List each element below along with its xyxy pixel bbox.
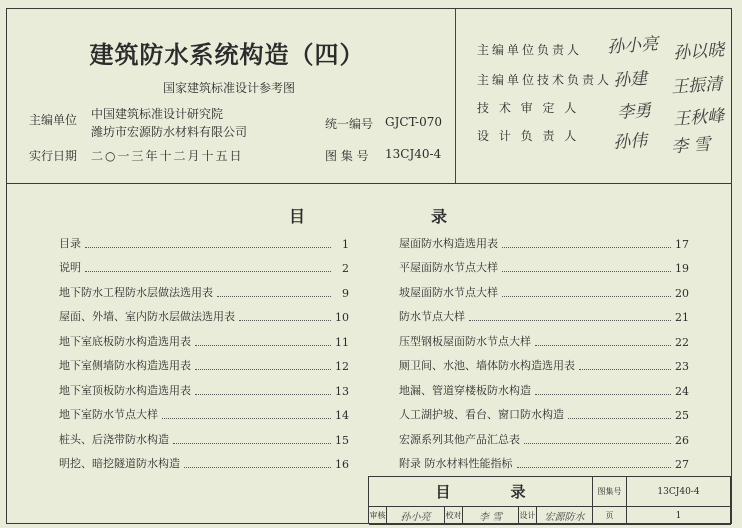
page-number: 1: [627, 507, 731, 525]
signature-4a: 孙伟: [612, 130, 648, 154]
toc-entry[interactable]: 厕卫间、水池、墙体防水构造选用表 23: [399, 359, 689, 373]
page-label: 页: [593, 507, 627, 525]
toc-entry[interactable]: 坡屋面防水节点大样 20: [399, 285, 689, 300]
review-label: 审核: [369, 507, 387, 525]
signature-2a: 孙建: [612, 68, 648, 92]
approval-label-2: 主编单位技术负责人: [477, 73, 613, 87]
editor-unit-1: 中国建筑标准设计研究院: [91, 107, 224, 121]
title-block-right: 录: [510, 483, 526, 501]
toc-entry[interactable]: 压型钢板屋面防水节点大样 22: [399, 334, 689, 349]
title-block: [368, 476, 732, 524]
toc-entry[interactable]: 地下室侧墙防水构造选用表 12: [59, 359, 349, 373]
toc-heading-right: 录: [431, 207, 452, 226]
title-block-left: 目: [435, 483, 451, 501]
editor-unit-2: 潍坊市宏源防水材料有限公司: [91, 125, 248, 139]
signature-2b: 王振清: [670, 74, 723, 98]
code-label: 统一编号: [325, 117, 374, 131]
toc-right-column: [399, 226, 689, 471]
signature-3a: 李勇: [616, 100, 652, 124]
atlas-no-value: 13CJ40-4: [627, 477, 731, 507]
toc-entry[interactable]: 附录 防水材料性能指标 27: [399, 457, 689, 471]
design-signature: 宏源防水: [537, 507, 593, 525]
title-block-heading: [369, 477, 593, 507]
signature-1a: 孙小亮: [606, 34, 659, 58]
signature-3b: 王秋峰: [672, 106, 725, 130]
page-title: 建筑防水系统构造（四）: [89, 40, 365, 69]
toc-entry[interactable]: 防水节点大样 21: [399, 310, 689, 324]
subtitle: 国家建筑标准设计参考图: [162, 81, 295, 95]
toc-entry[interactable]: 屋面防水构造选用表 17: [399, 236, 689, 251]
toc-entry[interactable]: 屋面、外墙、室内防水层做法选用表 10: [59, 310, 349, 324]
toc-entry[interactable]: 明挖、暗挖隧道防水构造 16: [59, 457, 349, 471]
toc-entry[interactable]: 地下室底板防水构造选用表 11: [59, 334, 349, 349]
toc-entry[interactable]: 地下防水工程防水层做法选用表 9: [59, 285, 349, 300]
approval-label-1: 主编单位负责人: [477, 43, 583, 57]
header-divider: [455, 9, 456, 183]
toc-entry[interactable]: 平屋面防水节点大样 19: [399, 261, 689, 275]
atlas-no-label: 图集号: [593, 477, 627, 507]
toc-heading-left: 目: [289, 207, 310, 226]
toc-entry[interactable]: 地下室防水节点大样 14: [59, 408, 349, 422]
drawing-sheet: [6, 8, 738, 524]
toc-entry[interactable]: 地漏、管道穿楼板防水构造 24: [399, 383, 689, 398]
date-label: 实行日期: [29, 149, 78, 163]
toc-entry[interactable]: 目录 1: [59, 236, 349, 251]
toc-entry[interactable]: 说明 2: [59, 261, 349, 275]
toc-entry[interactable]: 宏源系列其他产品汇总表 26: [399, 432, 689, 447]
table-of-contents: [6, 184, 732, 524]
design-label: 设计: [519, 507, 537, 525]
header-block: [6, 8, 732, 184]
toc-entry[interactable]: 地下室顶板防水构造选用表 13: [59, 383, 349, 398]
approval-label-3: 技 术 审 定 人: [477, 101, 580, 115]
toc-entry[interactable]: 桩头、后浇带防水构造 15: [59, 432, 349, 447]
editor-label: 主编单位: [29, 113, 78, 127]
review-signature: 孙小亮: [387, 507, 445, 525]
toc-entry[interactable]: 人工湖护坡、看台、窗口防水构造 25: [399, 408, 689, 422]
code-value: GJCT-070: [385, 115, 442, 129]
atlas-value: 13CJ40-4: [385, 147, 442, 161]
signature-1b: 孙以晓: [672, 40, 725, 64]
date-value: 二○一三年十二月十五日: [91, 149, 244, 163]
atlas-label: 图 集 号: [325, 149, 369, 163]
signature-4b: 李 雪: [670, 134, 712, 158]
approval-label-4: 设 计 负 责 人: [477, 129, 580, 143]
check-label: 校对: [445, 507, 463, 525]
toc-left-column: [59, 226, 349, 471]
check-signature: 李 雪: [463, 507, 519, 525]
